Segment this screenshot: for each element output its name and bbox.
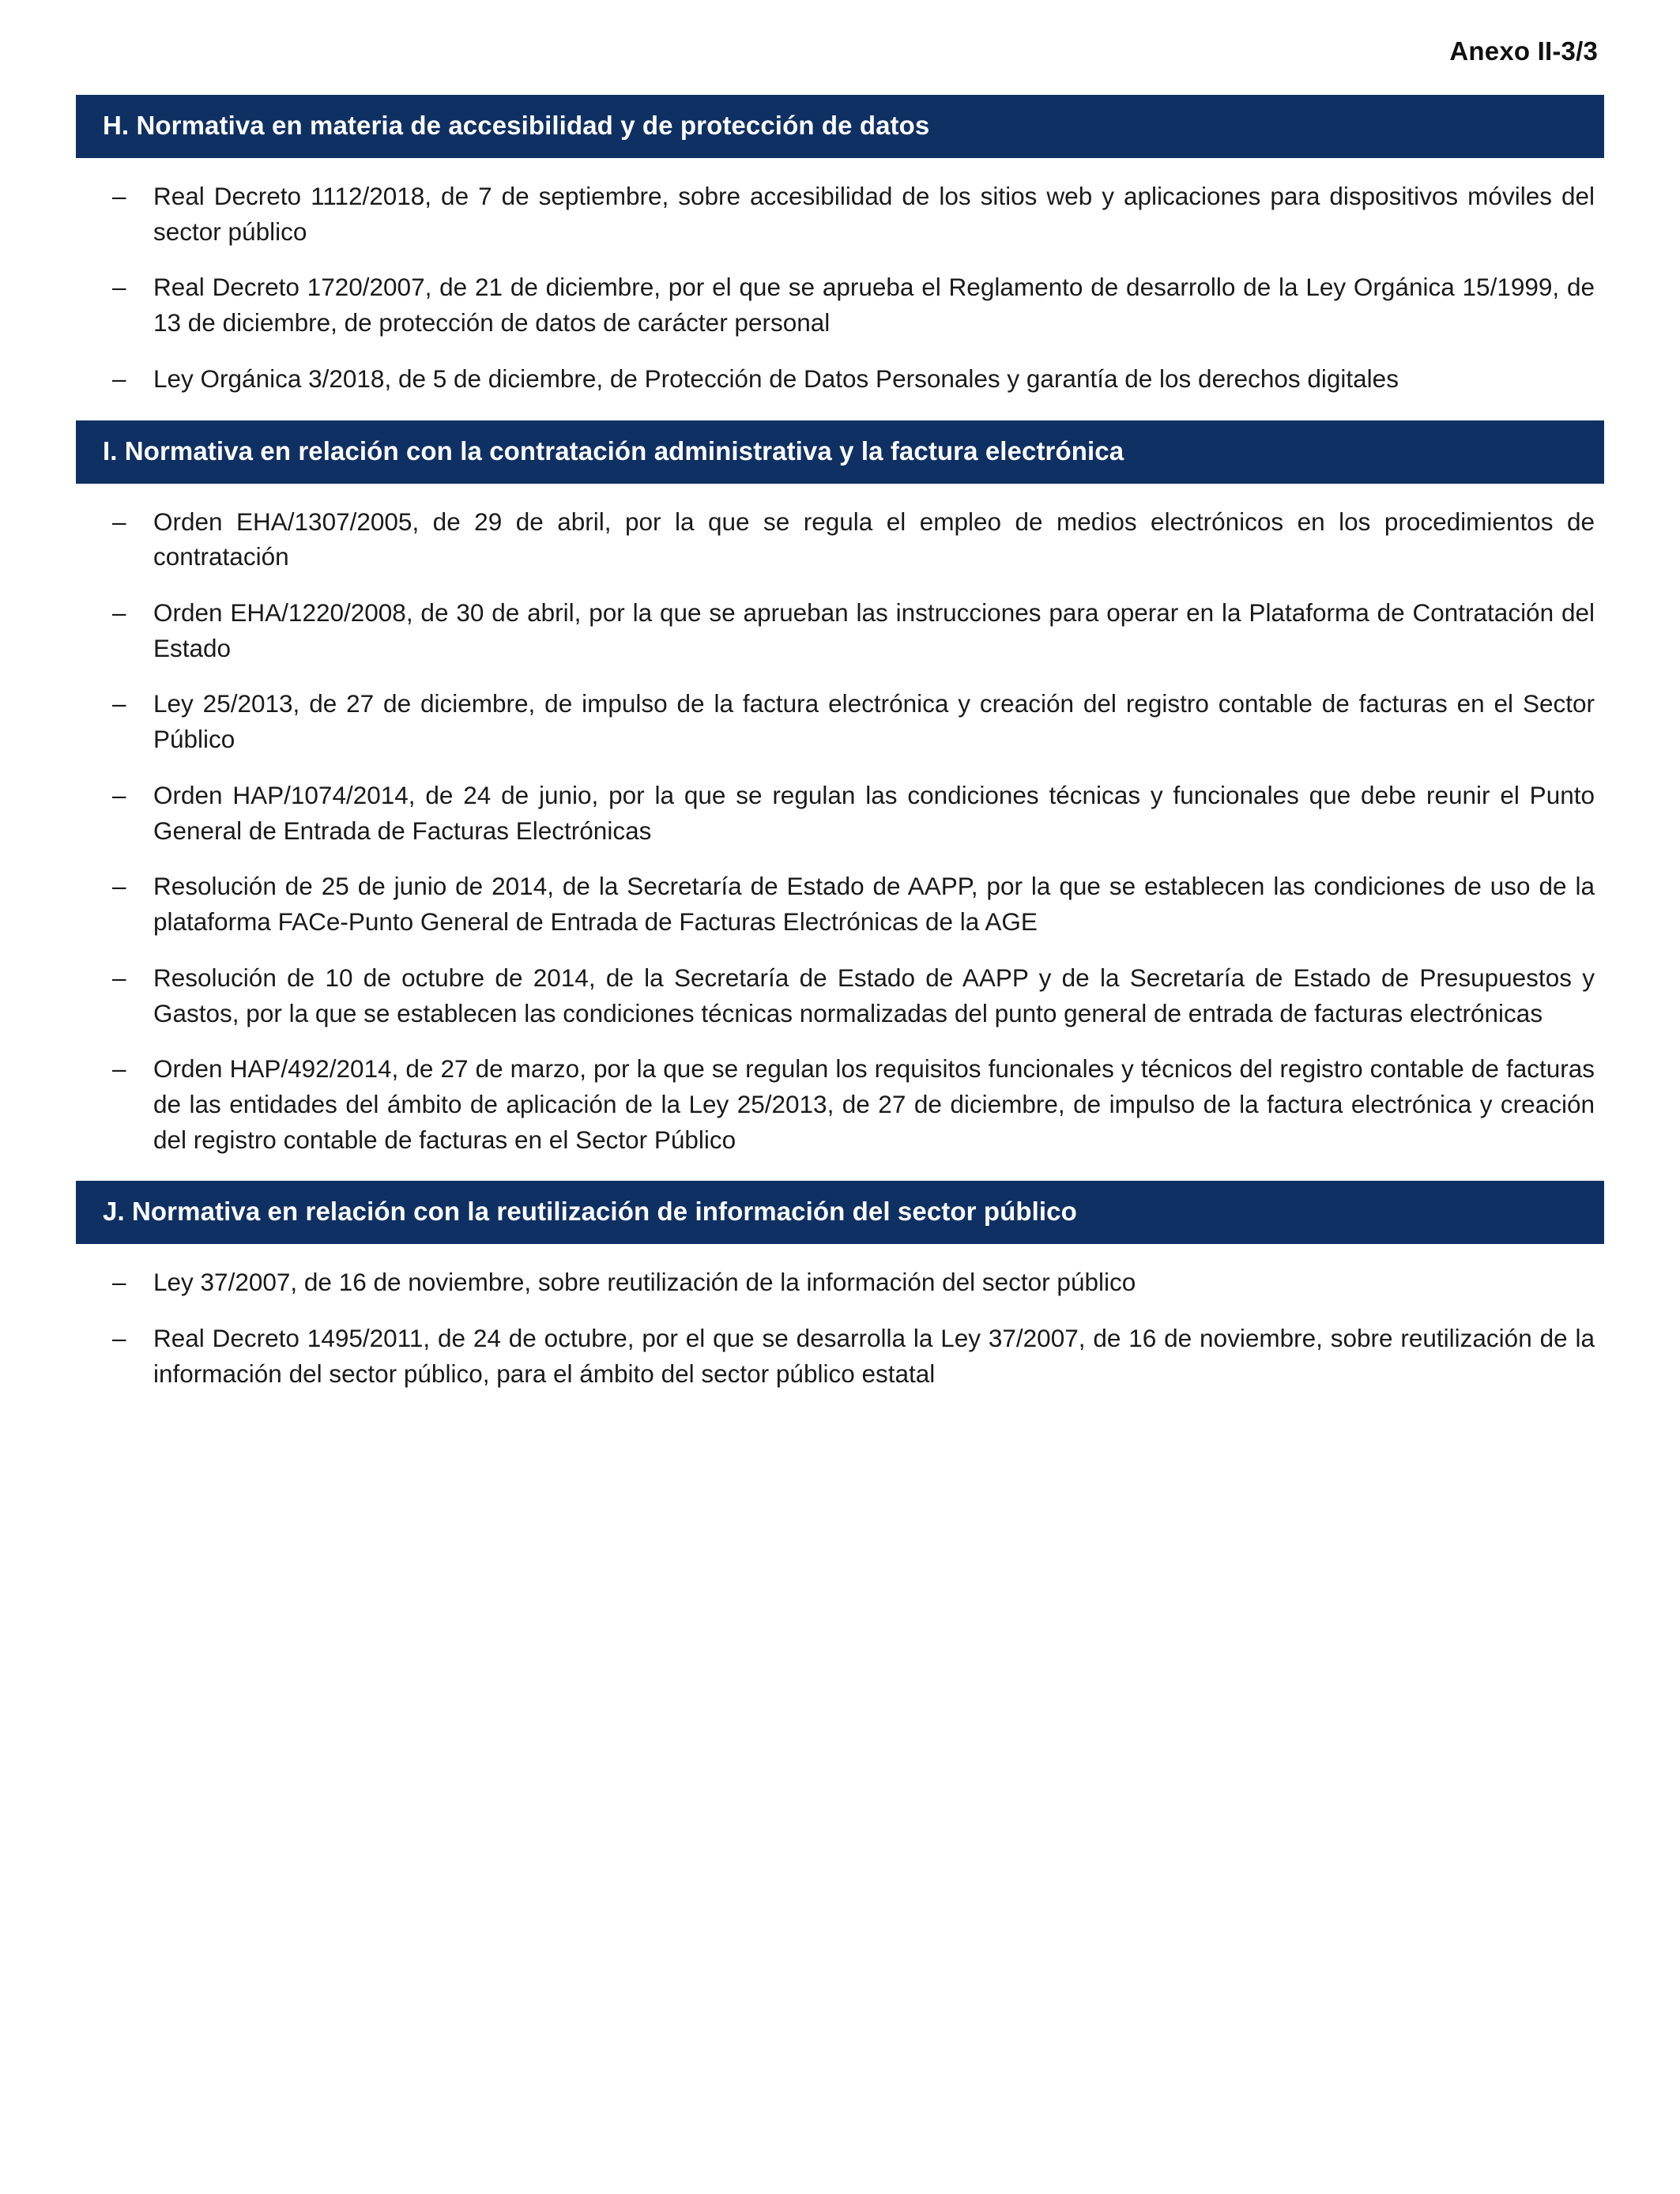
bullet-dash-icon: – xyxy=(112,1054,126,1084)
bullet-dash-icon: – xyxy=(112,872,126,901)
list-item-text: Resolución de 25 de junio de 2014, de la Secretaría de Estado de AAPP, por la que se establecen las condiciones de uso de la plataforma FACe-Punto General de Entrada de Facturas Electrónicas de la AGE xyxy=(153,872,1595,937)
bullet-dash-icon: – xyxy=(112,507,126,536)
bullet-dash-icon: – xyxy=(112,364,126,393)
list-item xyxy=(112,595,1595,665)
bullet-dash-icon: – xyxy=(112,780,126,809)
page-header-label: Anexo II-3/3 xyxy=(1449,36,1598,66)
section-i-title: I. Normativa en relación con la contratación administrativa y la factura electrónica xyxy=(76,420,1604,484)
list-item-text: Orden HAP/1074/2014, de 24 de junio, por la que se regulan las condiciones técnicas y funcionales que debe reunir el Punto General de Entrada de Facturas Electrónicas xyxy=(153,780,1595,845)
list-item-text: Orden HAP/492/2014, de 27 de marzo, por la que se regulan los requisitos funcionales y técnicos del registro contable de facturas de las entidades del ámbito de aplicación de la Ley 25/2013, de 27 de diciembre, de impulso de la factura electrónica y creación del registro contable de facturas en el Sector Público xyxy=(153,1054,1595,1154)
section-i-list xyxy=(76,504,1604,1158)
section-j-title: J. Normativa en relación con la reutilización de información del sector público xyxy=(76,1181,1604,1244)
list-item xyxy=(112,361,1595,397)
bullet-dash-icon: – xyxy=(112,598,126,628)
section-j xyxy=(76,1181,1604,1391)
bullet-dash-icon: – xyxy=(112,182,126,210)
section-i xyxy=(76,420,1604,1158)
list-item xyxy=(112,960,1595,1031)
list-item-text: Ley 25/2013, de 27 de diciembre, de impulso de la factura electrónica y creación del registro contable de facturas en el Sector Público xyxy=(153,689,1595,754)
list-item xyxy=(112,179,1595,249)
bullet-dash-icon: – xyxy=(112,1268,126,1297)
list-item-text: Orden EHA/1307/2005, de 29 de abril, por la que se regula el empleo de medios electrónicos en los procedimientos de contratación xyxy=(153,507,1595,571)
bullet-dash-icon: – xyxy=(112,689,126,718)
bullet-dash-icon: – xyxy=(112,1324,126,1353)
list-item-text: Resolución de 10 de octubre de 2014, de la Secretaría de Estado de AAPP y de la Secretaría de Estado de Presupuestos y Gastos, por la que se establecen las condiciones técnicas normalizadas del punto general de entrada de facturas electrónicas xyxy=(153,963,1595,1027)
bullet-dash-icon: – xyxy=(112,963,126,992)
list-item xyxy=(112,1051,1595,1157)
list-item xyxy=(112,1321,1595,1391)
list-item xyxy=(112,270,1595,340)
section-h-title: H. Normativa en materia de accesibilidad y de protección de datos xyxy=(76,95,1604,158)
list-item-text: Ley 37/2007, de 16 de noviembre, sobre reutilización de la información del sector público xyxy=(153,1268,1136,1297)
list-item-text: Real Decreto 1720/2007, de 21 de diciembre, por el que se aprueba el Reglamento de desarrollo de la Ley Orgánica 15/1999, de 13 de diciembre, de protección de datos de carácter personal xyxy=(153,273,1595,337)
list-item-text: Ley Orgánica 3/2018, de 5 de diciembre, de Protección de Datos Personales y garantía de los derechos digitales xyxy=(153,364,1399,393)
list-item xyxy=(112,504,1595,575)
section-j-list xyxy=(76,1265,1604,1391)
list-item xyxy=(112,1265,1595,1300)
list-item-text: Real Decreto 1495/2011, de 24 de octubre, por el que se desarrolla la Ley 37/2007, de 16 de noviembre, sobre reutilización de la información del sector público, para el ámbito del sector público estatal xyxy=(153,1324,1595,1388)
bullet-dash-icon: – xyxy=(112,273,126,302)
list-item xyxy=(112,869,1595,939)
list-item xyxy=(112,778,1595,848)
section-h xyxy=(76,95,1604,397)
list-item-text: Real Decreto 1112/2018, de 7 de septiembre, sobre accesibilidad de los sitios web y aplicaciones para dispositivos móviles del sector público xyxy=(153,182,1595,246)
section-h-list xyxy=(76,179,1604,397)
list-item-text: Orden EHA/1220/2008, de 30 de abril, por la que se aprueban las instrucciones para operar en la Plataforma de Contratación del Estado xyxy=(153,598,1595,662)
list-item xyxy=(112,686,1595,756)
